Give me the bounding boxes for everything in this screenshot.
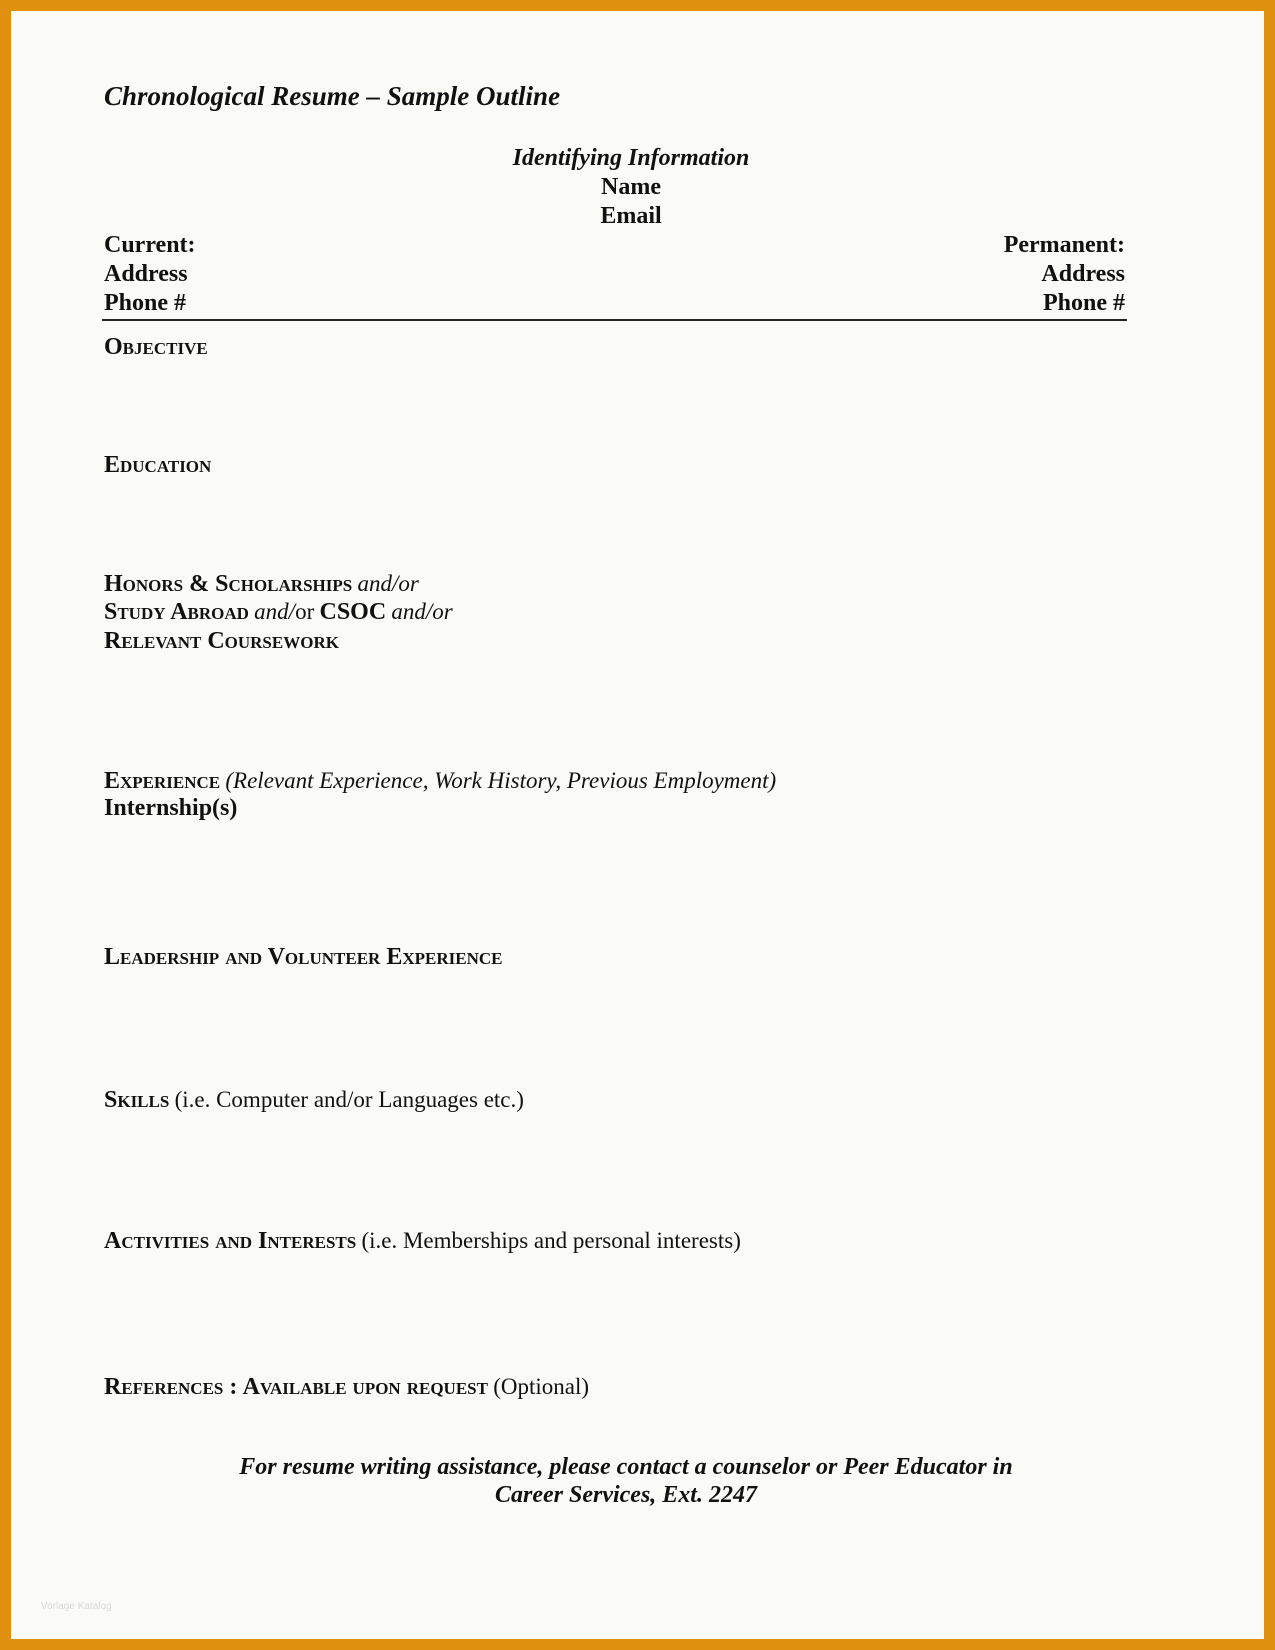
- study-abroad-or: or: [295, 599, 315, 624]
- activities-heading: Activities and Interests: [104, 1228, 357, 1254]
- objective-heading: Objective: [104, 334, 208, 360]
- activities-note: (i.e. Memberships and personal interests): [361, 1228, 741, 1253]
- section-experience: [104, 768, 776, 795]
- study-abroad-heading: Study Abroad: [104, 599, 249, 625]
- footer-line-2: Career Services, Ext. 2247: [495, 1482, 757, 1508]
- honors-heading: Honors & Scholarships: [104, 571, 353, 597]
- internships-subheading: Internship(s): [104, 795, 238, 821]
- current-label: Current:: [104, 232, 196, 258]
- footer-line-1: For resume writing assistance, please contact a counselor or Peer Educator in: [239, 1454, 1013, 1480]
- skills-heading: Skills: [104, 1087, 170, 1113]
- header-divider: [102, 319, 1127, 321]
- current-phone: Phone #: [104, 290, 187, 316]
- page-title: Chronological Resume – Sample Outline: [104, 81, 561, 111]
- references-value: Available upon request: [242, 1374, 488, 1400]
- section-honors-line2: [104, 599, 453, 626]
- watermark: Vorlage Katalog: [41, 1601, 112, 1612]
- experience-note: (Relevant Experience, Work History, Previous Employment): [225, 768, 777, 793]
- section-honors-line1: [104, 571, 419, 598]
- document-page: [11, 11, 1264, 1639]
- section-references: [104, 1374, 589, 1401]
- name-field: Name: [601, 174, 661, 200]
- references-heading: References :: [104, 1374, 238, 1400]
- honors-andor: and/or: [357, 571, 419, 596]
- study-abroad-and: and/: [254, 599, 296, 624]
- identifying-info-heading: Identifying Information: [512, 145, 750, 171]
- csoc-heading: CSOC: [319, 599, 387, 625]
- section-leadership: [104, 944, 502, 971]
- permanent-address: Address: [1041, 261, 1125, 287]
- current-address: Address: [104, 261, 188, 287]
- skills-note: (i.e. Computer and/or Languages etc.): [174, 1087, 524, 1112]
- csoc-andor: and/or: [391, 599, 453, 624]
- permanent-phone: Phone #: [1042, 290, 1125, 316]
- section-objective: [104, 334, 208, 361]
- education-heading: Education: [104, 452, 212, 478]
- section-skills: [104, 1087, 524, 1114]
- coursework-heading: Relevant Coursework: [104, 628, 339, 654]
- references-note: (Optional): [493, 1374, 590, 1399]
- experience-heading: Experience: [104, 768, 221, 794]
- leadership-heading: Leadership and Volunteer Experience: [104, 944, 503, 970]
- permanent-label: Permanent:: [1003, 232, 1125, 258]
- section-internships: [104, 795, 237, 822]
- section-honors-line3: [104, 628, 339, 655]
- email-field: Email: [600, 203, 662, 229]
- section-activities: [104, 1228, 741, 1255]
- section-education: [104, 452, 211, 479]
